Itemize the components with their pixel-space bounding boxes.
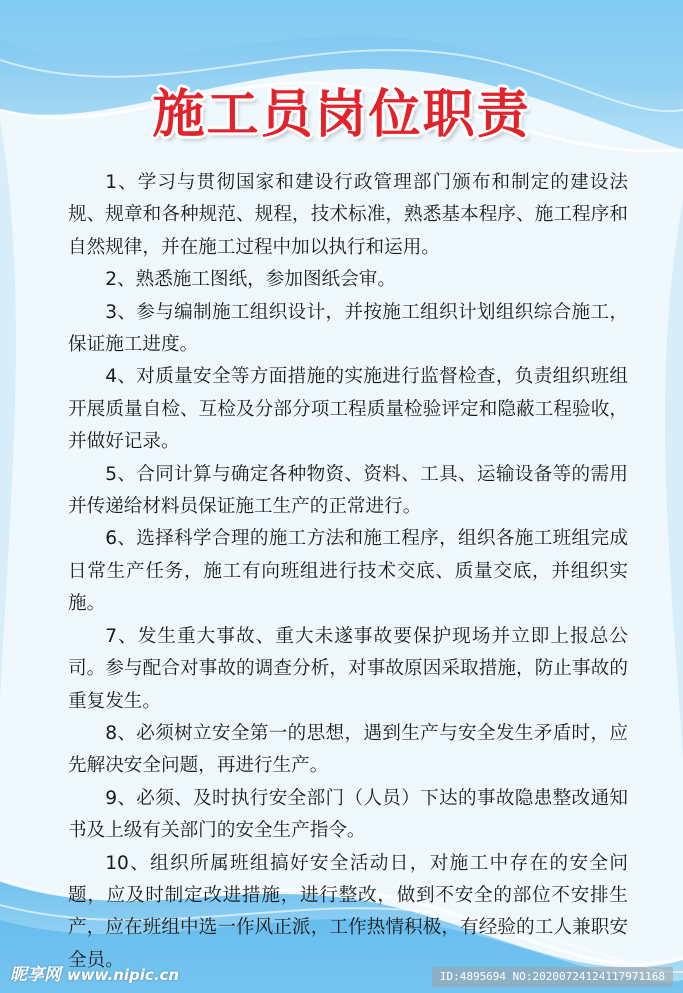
watermark-url: www.nipic.cn [66,966,180,984]
duty-item-6: 6、选择科学合理的施工方法和施工程序，组织各施工班组完成日常生产任务，施工有向班组进行技术交底、质量交底，并组织实施。 [68,528,628,615]
duties-list [68,167,628,977]
duty-item-2: 2、熟悉施工图纸，参加图纸会审。 [105,269,396,291]
duty-item-1: 1、学习与贯彻国家和建设行政管理部门颁布和制定的建设法规、规章和各种规范、规程，技术标准，熟悉基本程序、施工程序和自然规律，并在施工过程中加以执行和运用。 [68,172,628,258]
page-title: 施工员岗位职责 [152,85,531,145]
image-id-label: ID:4895694 NO:20200724124117971168 [432,967,673,987]
duty-item-10: 10、组织所属班组搞好安全活动日，对施工中存在的安全问题，应及时制定改进措施，进行整改，做到不安全的部位不安排生产，应在班组中选一作风正派，工作热情积极，有经验的工人兼职安全员。 [68,852,628,971]
nipic-watermark-logo [10,960,179,985]
watermark-bar [0,963,683,993]
duty-item-4: 4、对质量安全等方面措施的实施进行监督检查，负责组织班组开展质量自检、互检及分部分项工程质量检验评定和隐蔽工程验收，并做好记录。 [68,366,628,453]
duty-item-8: 8、必须树立安全第一的思想，遇到生产与安全发生矛盾时，应先解决安全问题，再进行生产。 [68,722,628,777]
duty-item-3: 3、参与编制施工组织设计，并按施工组织计划组织综合施工，保证施工进度。 [68,301,628,356]
duty-item-9: 9、必须、及时执行安全部门（人员）下达的事故隐患整改通知书及上级有关部门的安全生产指令。 [68,787,628,842]
duty-item-5: 5、合同计算与确定各种物资、资料、工具、运输设备等的需用并传递给材料员保证施工生产的正常进行。 [68,463,628,518]
watermark-logo-text: 昵享网 [10,965,61,985]
duty-item-7: 7、发生重大事故、重大未遂事故要保护现场并立即上报总公司。参与配合对事故的调查分析，对事故原因采取措施，防止事故的重复发生。 [68,625,628,712]
